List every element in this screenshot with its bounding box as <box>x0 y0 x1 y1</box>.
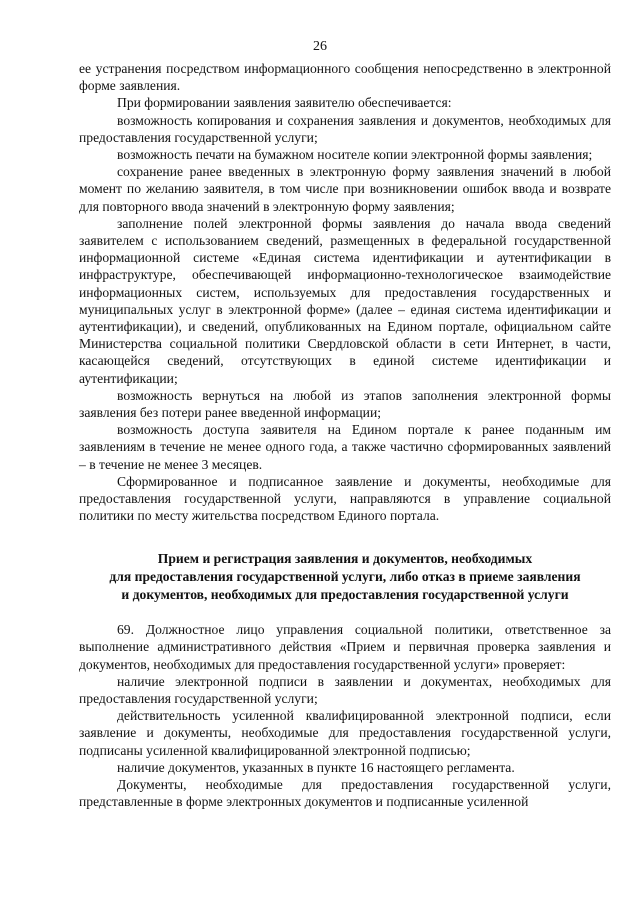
paragraph-list-item: возможность доступа заявителя на Едином портале к ранее поданным им заявлениям в течение не менее одного года, а также частично сформированных заявлений – в течение не менее 3 месяцев. <box>79 422 611 472</box>
paragraph-list-item: заполнение полей электронной формы заявления до начала ввода сведений заявителем с использованием сведений, размещенных в федеральной государственной информационной системе «Единая система идентификации и аутентификации в инфраструктуре, обеспечивающей информационно-технологическое взаимодействие информационных систем, используемых для предоставления государственных и муниципальных услуг в электронной форме» (далее – единая система идентификации и аутентификации), и сведений, опубликованных на Едином портале, официальном сайте Министерства социальной политики Свердловской области в сети Интернет, в части, касающейся сведений, отсутствующих в единой системе идентификации и аутентификации; <box>79 215 611 386</box>
paragraph-list-item: возможность вернуться на любой из этапов заполнения электронной формы заявления без потери ранее введенной информации; <box>79 387 611 421</box>
paragraph-list-item: возможность копирования и сохранения заявления и документов, необходимых для предоставления государственной услуги; <box>79 112 611 145</box>
paragraph-clause-69: 69. Должностное лицо управления социальной политики, ответственное за выполнение административного действия «Прием и первичная проверка заявления и документов, необходимых для предоставления государственной услуги» проверяет: <box>79 622 611 672</box>
paragraph-body: Сформированное и подписанное заявление и документы, необходимые для предоставления государственной услуги, направляются в управление социальной политики по месту жительства посредством Единого портала. <box>79 473 611 524</box>
paragraph-body: Документы, необходимые для предоставления государственной услуги, представленные в форме электронных документов и подписанные усиленной <box>79 777 611 810</box>
section-heading-line: для предоставления государственной услуги, либо отказ в приеме заявления <box>109 569 581 585</box>
paragraph-list-item: возможность печати на бумажном носителе копии электронной формы заявления; <box>117 147 593 163</box>
section-heading-line: Прием и регистрация заявления и документов, необходимых <box>157 551 533 567</box>
paragraph-list-item: наличие документов, указанных в пункте 16 настоящего регламента. <box>117 759 515 775</box>
page-number: 26 <box>313 39 327 54</box>
section-heading-line: и документов, необходимых для предоставления государственной услуги <box>121 586 569 602</box>
paragraph-list-item: действительность усиленной квалифицированной электронной подписи, если заявление и документы, необходимые для предоставления государственной услуги, подписаны усиленной квалифицированной электронной подписью; <box>79 708 611 758</box>
paragraph-intro: При формировании заявления заявителю обеспечивается: <box>117 95 452 111</box>
paragraph-continuation: ее устранения посредством информационного сообщения непосредственно в электронной форме заявления. <box>79 61 611 94</box>
section-heading <box>79 550 611 603</box>
document-body <box>79 60 611 811</box>
paragraph-list-item: наличие электронной подписи в заявлении и документах, необходимых для предоставления государственной услуги; <box>79 673 611 707</box>
paragraph-list-item: сохранение ранее введенных в электронную форму заявления значений в любой момент по желанию заявителя, в том числе при возникновении ошибок ввода и возврате для повторного ввода значений в электронную форму заявления; <box>79 164 611 214</box>
